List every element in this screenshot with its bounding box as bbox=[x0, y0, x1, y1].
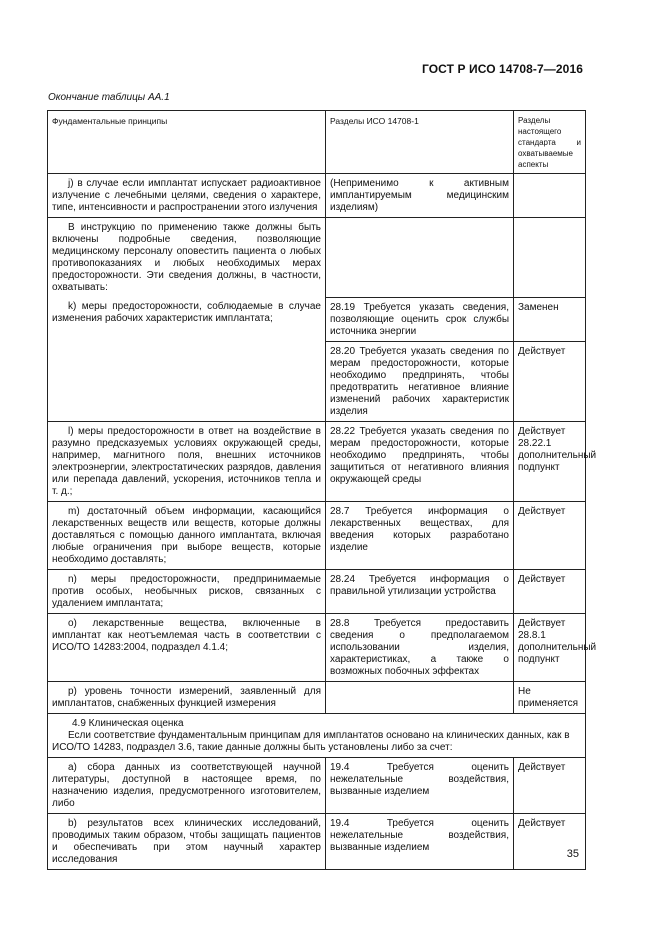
table-cell: 28.7 Требуется информация о лекарственных веществах, для введения которых разработано изделие bbox=[326, 501, 514, 569]
table-row bbox=[48, 613, 586, 681]
table-cell: Действует bbox=[514, 341, 586, 421]
table-cell: m) достаточный объем информации, касающийся лекарственных веществ или веществ, которые должны доставляться с помощью данного имплантата, включая любые ограничения при выборе веществ, которые необходимо доставлять; bbox=[48, 501, 326, 569]
table-cell: j) в случае если имплантат испускает радиоактивное излучение с лечебными целями, сведения о характере, типе, интенсивности и распространении этого излучения bbox=[48, 174, 326, 218]
column-header-iso-sections: Разделы ИСО 14708-1 bbox=[326, 111, 514, 174]
table-cell: 19.4 Требуется оценить нежелательные воздействия, вызванные изделием bbox=[326, 757, 514, 813]
table-cell: (Неприменимо к активным имплантируемым медицинским изделиям) bbox=[326, 174, 514, 218]
table-cell: Действует bbox=[514, 569, 586, 613]
section-title: 4.9 Клиническая оценка bbox=[72, 717, 184, 729]
section-text: Если соответствие фундаментальным принципам для имплантатов основано на клинических данных, как в ИСО/ТО 14283, подраздел 3.6, такие данные должны быть установлены либо за счет: bbox=[52, 729, 570, 753]
page-number: 35 bbox=[566, 848, 579, 860]
table-row bbox=[48, 569, 586, 613]
table-cell: Действует 28.8.1 дополнительный подпункт bbox=[514, 613, 586, 681]
table-row bbox=[48, 757, 586, 813]
column-header-principles: Фундаментальные принципы bbox=[48, 111, 326, 174]
table-caption: Окончание таблицы АА.1 bbox=[48, 92, 170, 103]
table-row bbox=[48, 681, 586, 713]
table-cell bbox=[326, 681, 514, 713]
table-cell: В инструкцию по применению также должны быть включены подробные сведения, позволяющие медицинскому персоналу оповестить пациента о любых противопоказаниях и любых необходимых мерах предосторожности. Эти сведения должны, в частности, охватывать: bbox=[48, 218, 326, 298]
table-cell: n) меры предосторожности, предпринимаемые против особых, необычных рисков, связанных с удалением имплантата; bbox=[48, 569, 326, 613]
table-row bbox=[48, 218, 586, 298]
table-cell: 28.22 Требуется указать сведения по мерам предосторожности, которые необходимо предпринять, чтобы защититься от негативного влияния окружающей среды bbox=[326, 421, 514, 501]
table-cell bbox=[514, 218, 586, 298]
table-cell: 19.4 Требуется оценить нежелательные воздействия, вызванные изделием bbox=[326, 813, 514, 869]
section-cell bbox=[48, 713, 586, 757]
table-row bbox=[48, 174, 586, 218]
section-row bbox=[48, 713, 586, 757]
table-cell: a) сбора данных из соответствующей научной литературы, доступной в настоящее время, по назначению изделия, предусмотренного изготовителем, либо bbox=[48, 757, 326, 813]
table-cell: Заменен bbox=[514, 297, 586, 341]
table-cell: Не применяется bbox=[514, 681, 586, 713]
table-cell bbox=[326, 218, 514, 298]
table-cell: b) результатов всех клинических исследований, проводимых таким образом, чтобы защищать пациентов и обеспечивать при этом научный характер исследования bbox=[48, 813, 326, 869]
requirements-table bbox=[47, 110, 597, 870]
table-cell: p) уровень точности измерений, заявленный для имплантатов, снабженных функцией измерения bbox=[48, 681, 326, 713]
table-cell: Действует 28.22.1 дополнительный подпункт bbox=[514, 421, 586, 501]
document-id: ГОСТ Р ИСО 14708-7—2016 bbox=[421, 62, 583, 76]
table-cell: l) меры предосторожности в ответ на воздействие в разумно предсказуемых условиях окружающей среды, например, магнитного поля, внешних источников электроэнергии, электростатических разрядов, давления или перепада давлений, ускорения, источников тепла и т. д.; bbox=[48, 421, 326, 501]
table-row bbox=[48, 813, 586, 869]
table-cell: 28.20 Требуется указать сведения по мерам предосторожности, которые необходимо предпринять, чтобы предотвратить негативное влияние изменений рабочих характеристик изделия bbox=[326, 341, 514, 421]
column-header-standard-sections: Разделы настоящего стандарта и охватываемые аспекты bbox=[514, 111, 586, 174]
table-row bbox=[48, 501, 586, 569]
table-cell: Действует bbox=[514, 813, 586, 869]
table-cell: Действует bbox=[514, 501, 586, 569]
table-cell: 28.24 Требуется информация о правильной утилизации устройства bbox=[326, 569, 514, 613]
table-cell bbox=[514, 174, 586, 218]
table-cell: o) лекарственные вещества, включенные в имплантат как неотъемлемая часть в соответствии с ИСО/ТО 14283:2004, подраздел 4.1.4; bbox=[48, 613, 326, 681]
table-cell: Действует bbox=[514, 757, 586, 813]
table-cell: 28.8 Требуется предоставить сведения о предполагаемом использовании изделия, характеристиках, а также о возможных побочных эффектах bbox=[326, 613, 514, 681]
table-cell: 28.19 Требуется указать сведения, позволяющие оценить срок службы источника энергии bbox=[326, 297, 514, 341]
table-cell: k) меры предосторожности, соблюдаемые в случае изменения рабочих характеристик имплантата; bbox=[48, 297, 326, 421]
table-row bbox=[48, 297, 586, 341]
table-row bbox=[48, 421, 586, 501]
table-header-row bbox=[48, 111, 586, 174]
